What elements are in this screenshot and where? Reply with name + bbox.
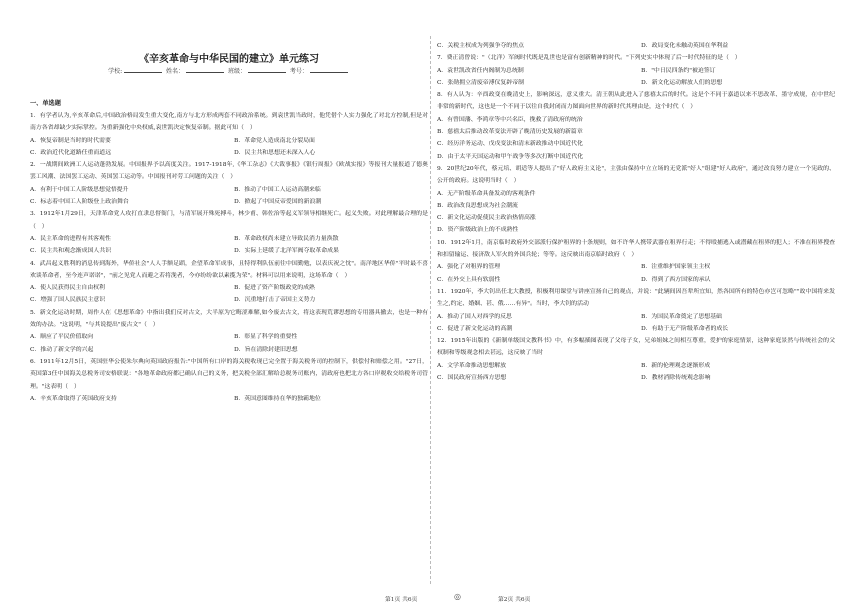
answer-options	[437, 261, 835, 286]
question-stem: 9．20世纪20年代，蔡元培、胡适等人提出了"好人政府主义论"，主张由保持中立立场的无党派"好人"组建"好人政府"，通过改良努力建立一个宪政的、公开的政府。这说明当时（ ）	[437, 165, 835, 185]
answer-options	[437, 40, 835, 52]
answer-option[interactable]: A．辛亥革命取得了英国政府支持	[30, 395, 117, 402]
question-stem: 10．1912年1月，南京临时政府外交部派行保护租界的十条规则，如不许华人携带武器在租界行走；不得殴捕逃入或潜藏在租界的犯人；不准在租界搜查和扣留输运、接济敌人军火的外国兵轮；等等。这反映出南京临时政府（ ）	[437, 239, 835, 259]
question	[437, 286, 835, 335]
answer-options	[437, 311, 835, 336]
exam-no-blank[interactable]	[310, 66, 348, 73]
answer-option[interactable]: A．推动了国人对西学的反思	[437, 313, 512, 320]
answer-option[interactable]: B．革命政权尚未建立导致民消力量涣散	[234, 235, 339, 242]
left-question-list	[30, 110, 428, 405]
answer-option[interactable]: A．强化了对租界的管理	[437, 264, 501, 271]
question	[30, 258, 428, 307]
answer-options	[437, 114, 835, 163]
answer-option[interactable]: C．政治近代化道路任重而道远	[30, 149, 112, 156]
answer-options	[437, 188, 835, 237]
question	[437, 163, 835, 237]
answer-options	[30, 135, 428, 160]
question-stem: 5．新文化运动时期，周作人在《思想革命》中指出我们反对古文，大半原为它晦涩难解,如今废去古文，将这表现荒谬思想的专用器具撤去，也是一种有效的办法。"这说明，"与其说提出"废古文"（ ）	[30, 309, 428, 329]
answer-option[interactable]: A．文学革命推动思想解放	[437, 362, 507, 369]
answer-option[interactable]: A．顺应了平民价值取向	[30, 334, 94, 341]
question-stem: 8．有人认为：辛酉政变在晚清史上，影响深远，意义重大。清王朝从此进入了慈禧太后的时代。这是个不同于嘉道以来不思改革、墨守成规，在中世纪非常的新时代，这也是一个不同于以往自我封闭而力图面向世界的新时代其理由是，这个时代（ ）	[437, 92, 835, 111]
question-stem: 12．1915年出版的《新制单级国文教科书》中，有多幅插图表现了父母子女，兄弟姐妹之间相互尊重，爱护的家庭情景，这种家庭景然与传统社会的父权制和等级观念相去甚远，这反映了当时	[437, 338, 835, 357]
answer-option[interactable]: C．国民政府宣扬西方思想	[437, 375, 507, 382]
section-heading: 一、单选题	[30, 100, 61, 107]
question	[437, 335, 835, 384]
answer-option[interactable]: B．为国民革命奠定了思想基础	[641, 313, 722, 320]
answer-option[interactable]: B．彰显了科学的重要性	[234, 334, 298, 341]
question-stem: 1．有学者认为,辛亥革命后,中国政治格局发生重大变化,南方与北方形成两套不同政治系统。到袁世凯当政时，他凭借个人实力强化了对北方控制,但是对南方各省却缺少实际掌控。为重新强化中央权威,袁世凯决定恢复帝制。据此可知（ ）	[30, 113, 428, 132]
question	[437, 89, 835, 163]
center-mark-icon: ◎	[454, 592, 461, 601]
question	[30, 356, 428, 405]
answer-option[interactable]: C．促进了新文化运动的高潮	[437, 325, 513, 332]
answer-option[interactable]: B．推动了中国工人运动高潮来临	[234, 186, 321, 193]
answer-option[interactable]: A．有利于中国工人阶级思想觉悟提升	[30, 186, 129, 193]
answer-option[interactable]: D．教材消除传统观念影响	[641, 375, 711, 382]
answer-option[interactable]: D．资产阶级政治上的不成熟性	[437, 227, 519, 234]
answer-option[interactable]: D．实际上延缓了北洋军阀夺取革命成果	[234, 248, 339, 255]
answer-option[interactable]: C．推动了新文学的兴起	[30, 346, 94, 353]
answer-option[interactable]: D．沉重地打击了帝国主义势力	[234, 297, 316, 304]
answer-option[interactable]: A．使人民获得民主自由权利	[30, 285, 105, 292]
answer-option[interactable]: B．促进了资产阶级政党的成熟	[234, 285, 315, 292]
answer-option[interactable]: D．旨在清除封建旧思想	[234, 346, 298, 353]
answer-option[interactable]: C．经历洋务运动、戊戌变法和清末新政推动中国近代化	[437, 141, 583, 148]
question	[30, 307, 428, 356]
question-stem: 6．1911年12月5日，英国驻华公使朱尔典向英国政府报告:"中国所有口岸的海关税收现已完全置于海关税务司的控制下，供偿付和赔偿之用。"27日，英国第3任中国海关总税务司安格联说："各地革命政府都已确认自己的义务，把关税全部汇解给总税务司账内，清政府也把北方各口岸税收交给税务司管理。"这表明（ ）	[30, 358, 428, 390]
answer-option[interactable]: C．增强了国人民族民主意识	[30, 297, 106, 304]
answer-option[interactable]: D．掀起了中国反帝爱国的新浪潮	[234, 199, 322, 206]
answer-option[interactable]: C．张勋拥立清废帝溥仪复辟帝制	[437, 79, 524, 86]
answer-option[interactable]: B．慈禧太后推动改革变法开辟了晚清历史发展的新篇章	[437, 129, 583, 136]
answer-option[interactable]: B．英国意图维持在华的独霸地位	[234, 395, 321, 402]
answer-option[interactable]: A．有曾国藩、李鸿章等中兴名臣，挽救了清政府的统治	[437, 116, 583, 123]
school-blank[interactable]	[124, 66, 162, 73]
answer-options	[30, 282, 428, 307]
answer-option[interactable]: A．袁世凯改省任内阁制为总统制	[437, 67, 524, 74]
answer-option[interactable]: C．在外交上具有软弱性	[437, 276, 501, 283]
question	[30, 110, 428, 159]
student-info-line	[30, 66, 428, 75]
page-divider	[430, 36, 431, 584]
answer-option[interactable]: C．民主共和观念渐成国人共识	[30, 248, 112, 255]
question-stem: 7．费正清曾说："（北洋）军阀时代既是乱世也是富有创新精神的时代。"下列史实中体现了后一时代特征的是（ ）	[437, 55, 741, 62]
name-blank[interactable]	[186, 66, 224, 73]
question	[30, 208, 428, 257]
answer-option[interactable]: C．标志着中国工人阶级登上政治舞台	[30, 199, 129, 206]
answer-option[interactable]: D．政局变化未触动英国在华利益	[641, 43, 729, 49]
answer-option[interactable]: D．由于太平天国运动和甲午战争等多次打断中国近代化	[437, 153, 584, 160]
question	[437, 40, 835, 52]
question-stem: 4．武昌起义胜利的消息传到海外，华侨社会"人人手额足蹈，企望革命军成事，且特得利队伍前往中国勤勉，以表庆祝之忱"。南洋地区华侨"平时最不喜欢谈革命者，至今连声诺诺"，"前之见党人而避之若将浼者，今亦纷纷欲以素揽为荣"。材料可以用来说明，这场革命（ ）	[30, 260, 428, 279]
school-label: 学校:	[108, 68, 123, 75]
answer-options	[437, 65, 835, 90]
answer-options	[30, 331, 428, 356]
page-title: 《辛亥革命与中华民国的建立》单元练习	[139, 54, 319, 65]
answer-option[interactable]: A．恢复帝制是当时的时代需要	[30, 137, 111, 144]
name-label: 姓名：	[166, 68, 185, 75]
answer-option[interactable]: D．得到了西方国家的承认	[641, 276, 711, 283]
question	[437, 52, 835, 89]
answer-options	[30, 233, 428, 258]
answer-options	[437, 360, 835, 385]
question-stem: 3．1912年1月29日，天津革命党人攻打直隶总督衙门，与清军展开殊死搏斗，林少甫、韩佐治等起义军领导相继死亡。起义失败。对此理解最合理的是（ ）	[30, 211, 428, 230]
answer-option[interactable]: A．民主革命的进程有其客观性	[30, 235, 111, 242]
answer-option[interactable]: B．政治改良思想成为社会潮流	[437, 202, 518, 209]
question	[437, 237, 835, 286]
class-blank[interactable]	[248, 66, 286, 73]
answer-option[interactable]: B．注重维护国家领主主权	[641, 264, 711, 271]
question-stem: 11．1920年，李大钊出任北大教授，积极利用课堂与讲座宣扬自己的观点，并说："此辆间因吾辈所宜知，然各国所有的特色亦岂可忽略""故中国将来发生之,约定、婚姻、甚、俄……有异"。当时，李大钊的活动	[437, 288, 835, 308]
class-label: 班级：	[227, 68, 246, 75]
answer-option[interactable]: B．新的伦理观念逐渐形成	[641, 362, 711, 369]
answer-option[interactable]: C．新文化运动促使民主政治热情高涨	[437, 215, 536, 222]
answer-option[interactable]: A．无产阶级革命具备发动的客观条件	[437, 190, 536, 197]
question	[30, 159, 428, 208]
page-number-right: 第2页 共6页	[498, 597, 531, 603]
page-number-left: 第1页 共6页	[385, 597, 418, 603]
answer-option[interactable]: D．民主共和思想还未深入人心	[234, 149, 316, 156]
answer-option[interactable]: D．有助于无产阶级革命者的成长	[641, 325, 729, 332]
answer-option[interactable]: B．"中日民四条约"被迫签订	[641, 67, 716, 74]
right-question-list	[437, 40, 835, 384]
answer-option[interactable]: B．革命党人造成南北分裂局面	[234, 137, 315, 144]
answer-option[interactable]: D．新文化运动解放人们的思想	[641, 79, 723, 86]
question-stem: 2．一战期间欧洲工人运动蓬勃发展。中国报界予以高度关注。1917-1918年,《华工杂志》《大裁事报》《银行周报》《欧战实报》等报刊大量报道了德奥罢工风潮、法国罢工运动、英国罢工运动等。中国报刊对劳工问题的关注（ ）	[30, 162, 428, 181]
answer-options	[30, 393, 428, 405]
answer-options	[30, 184, 428, 209]
exam-no-label: 考号：	[289, 68, 308, 75]
answer-option[interactable]: C．关税主权成为列强争夺的焦点	[437, 43, 524, 49]
